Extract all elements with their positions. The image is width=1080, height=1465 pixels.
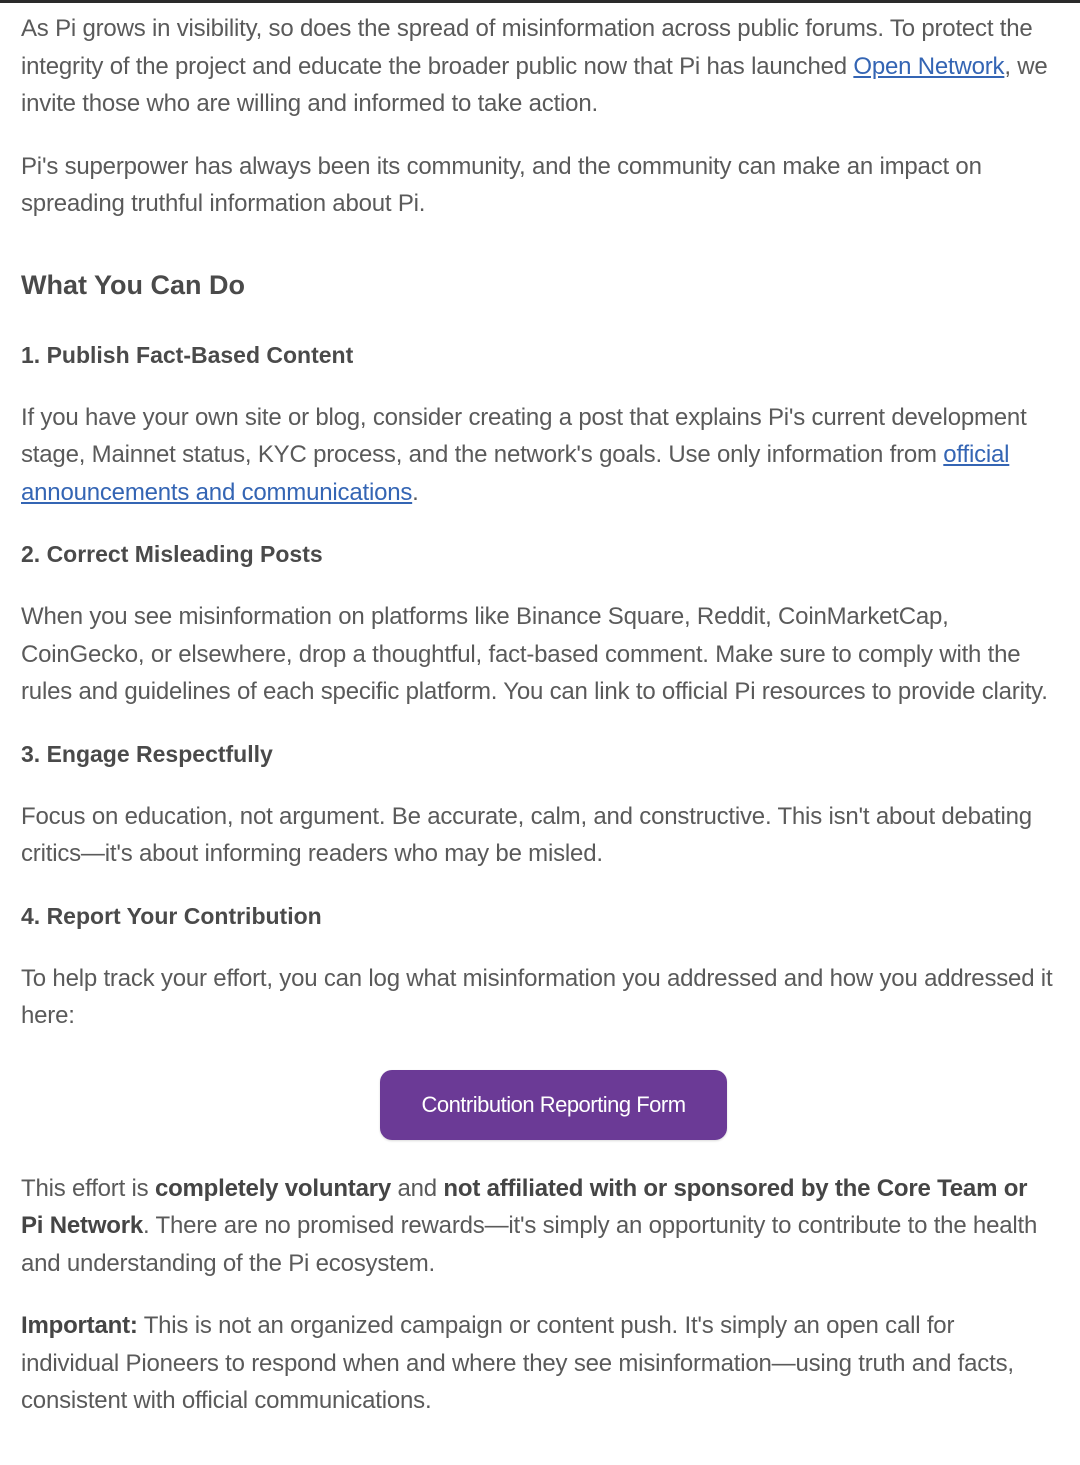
open-network-link[interactable]: Open Network [853, 52, 1005, 80]
voluntary-bold-1: completely voluntary [154, 1174, 392, 1202]
voluntary-text-2: and [391, 1174, 444, 1202]
cta-row [21, 1070, 1056, 1140]
step-1-text-start: If you have your own site or blog, consider creating a post that explains Pi's current development stage, Mainnet status, KYC process, and the network's goals. Use only information from [21, 403, 1027, 468]
step-3-paragraph: Focus on education, not argument. Be accurate, calm, and constructive. This isn't about debating critics—it's about informing readers who may be misled. [21, 802, 1032, 867]
step-1-paragraph [21, 399, 1056, 512]
step-2-paragraph: When you see misinformation on platforms like Binance Square, Reddit, CoinMarketCap, CoinGecko, or elsewhere, drop a thoughtful, fact-based comment. Make sure to comply with the rules and guidelines of each specific platform. You can link to official Pi resources to provide clarity. [21, 603, 1048, 705]
intro-paragraph [21, 10, 1056, 123]
voluntary-text-1: This effort is [21, 1174, 155, 1202]
intro-text-end: , we invite those who are willing and informed to take action. [21, 52, 1048, 117]
step-1-heading: 1. Publish Fact-Based Content [21, 341, 354, 368]
step-2-heading: 2. Correct Misleading Posts [21, 541, 323, 567]
email-body [21, 10, 1056, 1420]
official-announcements-link[interactable]: official announcements and communications [21, 441, 1010, 506]
voluntary-bold-2: not affiliated with or sponsored by the Core Team or Pi Network [21, 1174, 1028, 1239]
step-4-heading: 4. Report Your Contribution [21, 902, 322, 929]
intro-text-start: As Pi grows in visibility, so does the spread of misinformation across public forums. To protect the integrity of the project and educate the broader public now that Pi has launched [21, 15, 1033, 80]
voluntary-text-3: . There are no promised rewards—it's simply an opportunity to contribute to the health and understanding of the Pi ecosystem. [21, 1212, 1038, 1277]
important-paragraph [21, 1307, 1056, 1420]
important-label: Important: [21, 1312, 138, 1339]
voluntary-paragraph [21, 1170, 1056, 1283]
important-text: This is not an organized campaign or content push. It's simply an open call for individual Pioneers to respond when and where they see misinformation—using truth and facts, consistent with official communications. [21, 1312, 1014, 1414]
community-paragraph: Pi's superpower has always been its community, and the community can make an impact on spreading truthful information about Pi. [21, 152, 982, 217]
contribution-reporting-form-button[interactable]: Contribution Reporting Form [380, 1070, 727, 1140]
section-heading: What You Can Do [21, 269, 245, 300]
step-4-paragraph: To help track your effort, you can log what misinformation you addressed and how you addressed it here: [21, 964, 1053, 1029]
step-3-heading: 3. Engage Respectfully [21, 740, 273, 767]
top-divider [0, 0, 1080, 3]
step-1-text-end: . [412, 478, 419, 506]
